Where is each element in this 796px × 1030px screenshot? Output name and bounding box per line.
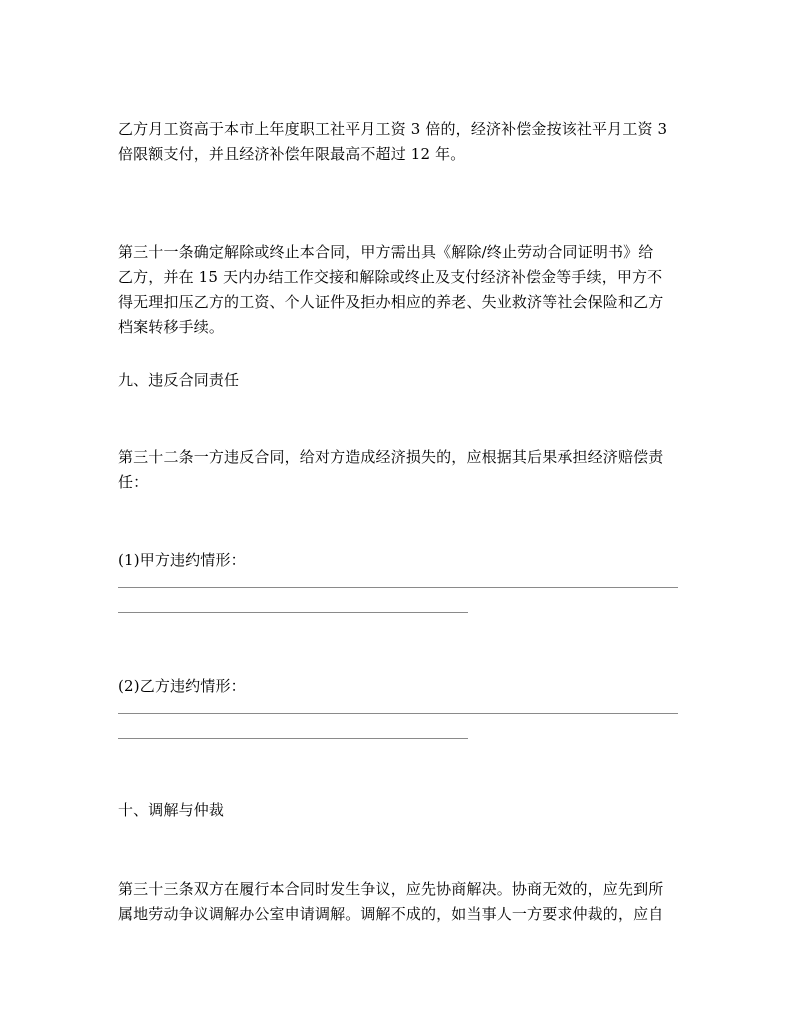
fill-in-line <box>118 738 468 739</box>
text-line: 倍限额支付，并且经济补偿年限最高不超过 12 年。 <box>118 145 466 163</box>
fill-in-line <box>118 587 678 588</box>
item-party-b-breach <box>118 674 684 699</box>
text-line: 得无理扣压乙方的工资、个人证件及拒办相应的养老、失业救济等社会保险和乙方 <box>118 293 664 311</box>
item-label: (2)乙方违约情形： <box>118 677 246 695</box>
text-line: 任： <box>118 473 149 491</box>
text-line: 第三十三条双方在履行本合同时发生争议，应先协商解决。协商无效的，应先到所 <box>118 880 664 898</box>
paragraph-article-33 <box>118 877 684 927</box>
paragraph-article-31 <box>118 240 684 340</box>
fill-in-line <box>118 612 468 613</box>
section-heading-breach <box>118 368 684 393</box>
text-line: 乙方，并在 15 天内办结工作交接和解除或终止及支付经济补偿金等手续，甲方不 <box>118 268 663 286</box>
fill-in-line <box>118 713 678 714</box>
heading-text: 九、违反合同责任 <box>118 371 240 389</box>
text-line: 乙方月工资高于本市上年度职工社平月工资 3 倍的，经济补偿金按该社平月工资 3 <box>118 120 668 138</box>
text-line: 第三十二条一方违反合同，给对方造成经济损失的，应根据其后果承担经济赔偿责 <box>118 448 664 466</box>
item-label: (1)甲方违约情形： <box>118 551 246 569</box>
item-party-a-breach <box>118 548 684 573</box>
text-line: 第三十一条确定解除或终止本合同，甲方需出具《解除/终止劳动合同证明书》给 <box>118 243 654 261</box>
section-heading-mediation <box>118 798 684 823</box>
paragraph-compensation-cap <box>118 117 684 167</box>
paragraph-article-32 <box>118 445 684 495</box>
heading-text: 十、调解与仲裁 <box>118 801 225 819</box>
text-line: 档案转移手续。 <box>118 318 225 336</box>
text-line: 属地劳动争议调解办公室申请调解。调解不成的，如当事人一方要求仲裁的，应自 <box>118 905 664 923</box>
